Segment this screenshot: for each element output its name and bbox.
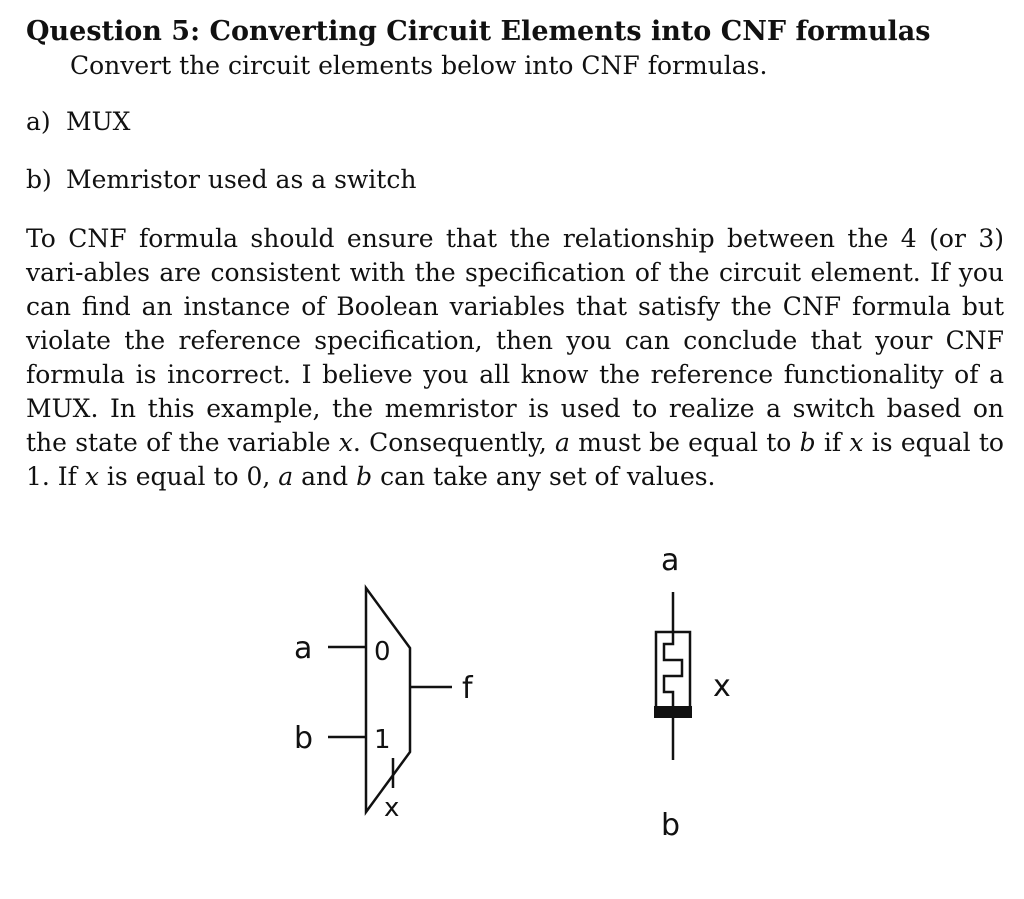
question-instruction: Convert the circuit elements below into CNF formulas. bbox=[70, 51, 768, 80]
var-x: x bbox=[84, 462, 99, 491]
part-b bbox=[26, 164, 1004, 196]
para-text: and bbox=[293, 462, 357, 491]
para-text: . Consequently, bbox=[352, 428, 556, 457]
memristor-top-label: a bbox=[661, 543, 680, 578]
para-text: if bbox=[815, 428, 850, 457]
para-text: can take any set of values. bbox=[372, 462, 716, 491]
mux-input-b-label: b bbox=[294, 721, 314, 756]
memristor-bottom-label: b bbox=[661, 808, 681, 843]
part-b-text: Memristor used as a switch bbox=[66, 165, 417, 194]
para-text: is equal to 0, bbox=[98, 462, 279, 491]
para-text: is equal to 1. If bbox=[26, 428, 1004, 491]
question-page bbox=[26, 14, 1004, 494]
memristor-control-label: x bbox=[713, 669, 731, 704]
memristor-polarity-band bbox=[654, 706, 692, 718]
para-text: must be equal to bbox=[569, 428, 800, 457]
memristor-symbol bbox=[656, 592, 690, 760]
part-a-label: a) bbox=[26, 107, 51, 136]
mux-output-label: f bbox=[462, 671, 473, 706]
mux-sel-0-label: 0 bbox=[374, 637, 391, 667]
part-a bbox=[26, 106, 1004, 138]
memristor-zigzag bbox=[664, 632, 682, 706]
explanation-paragraph bbox=[26, 222, 1004, 494]
mux-body bbox=[366, 588, 410, 812]
para-text: To CNF formula should ensure that the relationship between the 4 (or 3) vari-ables are consistent with the specification of the circuit element. If you can find an instance of Boolean variables that satisfy the CNF formula but violate the reference specification, then you can conclude that your CNF formula is incorrect. I believe you all know the reference functionality of a MUX. In this example, the memristor is used to realize a switch based on the state of the variable bbox=[26, 224, 1004, 457]
mux-select-label: x bbox=[384, 793, 400, 823]
var-a: a bbox=[278, 462, 294, 491]
mux-sel-1-label: 1 bbox=[374, 725, 391, 755]
mux-symbol bbox=[328, 588, 452, 812]
var-a: a bbox=[555, 428, 570, 457]
var-x: x bbox=[338, 428, 353, 457]
question-title: Question 5: Converting Circuit Elements into CNF formulas bbox=[26, 16, 931, 47]
part-a-text: MUX bbox=[66, 107, 131, 136]
var-x: x bbox=[849, 428, 864, 457]
part-b-label: b) bbox=[26, 165, 52, 194]
var-b: b bbox=[356, 462, 373, 491]
memristor-body bbox=[656, 632, 690, 712]
var-b: b bbox=[799, 428, 816, 457]
mux-input-a-label: a bbox=[294, 631, 313, 666]
